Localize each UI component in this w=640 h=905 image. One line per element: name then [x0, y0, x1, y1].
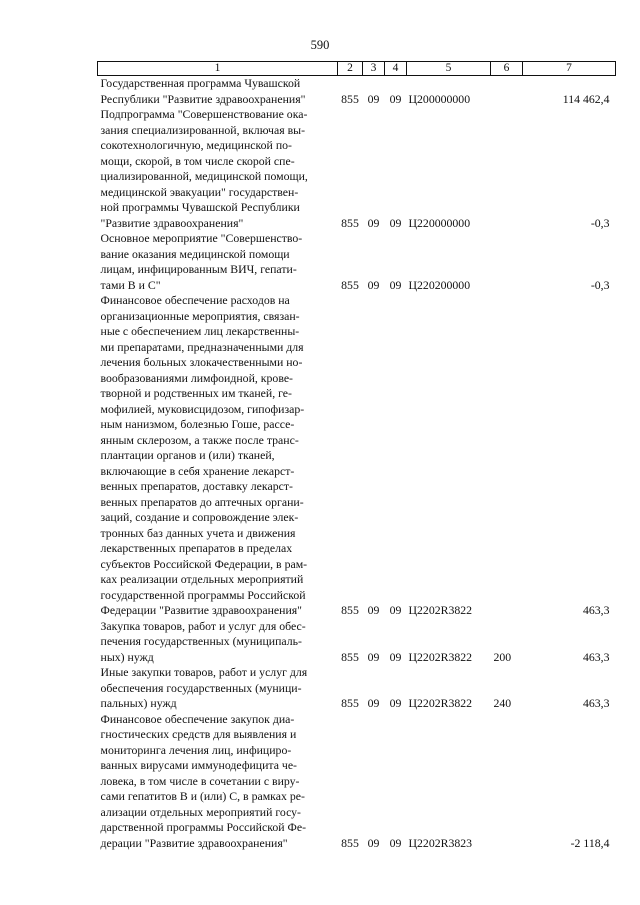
table-body	[98, 76, 616, 852]
column-number-header-row	[98, 62, 616, 76]
description-line: Основное мероприятие "Совершенство-	[100, 231, 303, 245]
description-line: субъектов Российской Федерации, в рам-	[100, 556, 308, 571]
expense-type	[491, 293, 523, 619]
row-description	[98, 76, 338, 108]
description-line: зания специализированной, включая вы-	[100, 122, 306, 137]
description-line: мофилией, муковисцидозом, гипофизар-	[100, 401, 305, 416]
razdel-code: 09	[367, 835, 380, 850]
description-line: ным нанизмом, болезнью Гоше, рассе-	[100, 417, 295, 431]
description-line: ализации отдельных мероприятий госу-	[100, 804, 301, 819]
expense-type	[491, 712, 523, 852]
amount-value: 463,3	[582, 603, 610, 617]
expense-type: 240	[493, 696, 512, 710]
description-line: ках реализации отдельных мероприятий	[100, 572, 304, 586]
description-line: заций, создание и сопровождение элек-	[100, 510, 299, 524]
glava-code: 855	[341, 603, 359, 617]
amount-value: -2 118,4	[570, 835, 610, 850]
description-line: ных) нужд	[100, 649, 154, 664]
amount-value: 114 462,4	[562, 91, 610, 106]
description-line: "Развитие здравоохранения"	[100, 215, 244, 230]
table-row	[98, 231, 616, 293]
description-line: медицинской эвакуации" государствен-	[100, 184, 299, 199]
razdel-code: 09	[367, 696, 380, 710]
target-article: Ц220000000	[408, 215, 471, 230]
amount-value: -0,3	[590, 277, 610, 292]
razdel-code: 09	[367, 277, 380, 292]
expense-type	[491, 231, 523, 293]
description-line: ванных вирусами иммунодефицита че-	[100, 758, 297, 772]
page-number: 590	[310, 38, 330, 52]
target-article: Ц2202R3822	[408, 696, 473, 710]
description-line: ми препаратами, предназначенными для	[100, 339, 304, 354]
target-article: Ц2202R3822	[408, 603, 473, 617]
podrazdel-code: 09	[389, 696, 402, 710]
description-line: включающие в себя хранение лекарст-	[100, 463, 295, 478]
description-line: обеспечения государственных (муници-	[100, 680, 302, 695]
table-row	[98, 712, 616, 852]
expense-type	[491, 76, 523, 108]
description-line: Закупка товаров, работ и услуг для обес-	[100, 618, 306, 633]
column-header-7: 7	[523, 62, 616, 76]
glava-code: 855	[341, 649, 359, 664]
row-description	[98, 107, 338, 231]
description-line: дарственной программы Российской Фе-	[100, 820, 307, 834]
description-line: тронных баз данных учета и движения	[100, 525, 296, 540]
razdel-code: 09	[367, 603, 380, 617]
description-line: Республики "Развитие здравоохранения"	[100, 91, 306, 106]
amount-value: 463,3	[582, 696, 610, 710]
description-line: организационные мероприятия, связан-	[100, 308, 300, 323]
description-line: Государственная программа Чувашской	[100, 76, 301, 90]
description-line: сокотехнологичную, медицинской по-	[100, 138, 292, 152]
amount-value: 463,3	[582, 649, 610, 664]
description-line: творной и родственных им тканей, ге-	[100, 386, 292, 400]
description-line: вание оказания медицинской помощи	[100, 246, 290, 261]
description-line: ной программы Чувашской Республики	[100, 200, 300, 214]
description-line: мощи, скорой, в том числе скорой спе-	[100, 153, 295, 168]
description-line: Подпрограмма "Совершенствование ока-	[100, 107, 308, 121]
table-row	[98, 107, 616, 231]
glava-code: 855	[341, 835, 359, 850]
podrazdel-code: 09	[389, 215, 402, 230]
description-line: пальных) нужд	[100, 696, 177, 710]
description-line: государственной программы Российской	[100, 587, 306, 602]
column-header-4: 4	[385, 62, 407, 76]
glava-code: 855	[341, 91, 359, 106]
razdel-code: 09	[367, 215, 380, 230]
glava-code: 855	[341, 215, 359, 230]
target-article: Ц220200000	[408, 277, 471, 292]
glava-code: 855	[341, 696, 359, 710]
description-line: лечения больных злокачественными но-	[100, 355, 303, 369]
glava-code: 855	[341, 277, 359, 292]
description-line: мониторинга лечения лиц, инфициро-	[100, 742, 292, 757]
description-line: Финансовое обеспечение закупок диа-	[100, 711, 295, 726]
target-article: Ц2202R3822	[408, 649, 473, 664]
column-header-1: 1	[98, 62, 338, 76]
description-line: лицам, инфицированным ВИЧ, гепати-	[100, 262, 297, 276]
amount-value: -0,3	[590, 215, 610, 230]
description-line: циализированной, медицинской помощи,	[100, 169, 308, 183]
description-line: ные с обеспечением лиц лекарственны-	[100, 324, 300, 338]
row-description	[98, 712, 338, 852]
description-line: дерации "Развитие здравоохранения"	[100, 835, 288, 850]
target-article: Ц2202R3823	[408, 835, 473, 850]
description-line: тами В и С"	[100, 277, 161, 292]
column-header-6: 6	[491, 62, 523, 76]
description-line: венных препаратов, доставку лекарст-	[100, 479, 293, 493]
row-description	[98, 619, 338, 666]
row-description	[98, 665, 338, 712]
description-line: сами гепатитов В и (или) С, в рамках ре-	[100, 789, 305, 803]
column-header-2: 2	[338, 62, 363, 76]
description-line: гностических средств для выявления и	[100, 727, 297, 741]
razdel-code: 09	[367, 91, 380, 106]
podrazdel-code: 09	[389, 835, 402, 850]
expense-type: 200	[493, 649, 512, 664]
description-line: Федерации "Развитие здравоохранения"	[100, 603, 302, 617]
budget-table	[97, 61, 616, 851]
description-line: вообразованиями лимфоидной, крове-	[100, 370, 293, 385]
row-description	[98, 231, 338, 293]
table-row	[98, 665, 616, 712]
column-header-5: 5	[407, 62, 491, 76]
description-line: янным склерозом, а также после транс-	[100, 432, 299, 447]
razdel-code: 09	[367, 649, 380, 664]
table-row	[98, 293, 616, 619]
description-line: плантации органов и (или) тканей,	[100, 448, 275, 462]
expense-type	[491, 107, 523, 231]
row-description	[98, 293, 338, 619]
podrazdel-code: 09	[389, 91, 402, 106]
podrazdel-code: 09	[389, 603, 402, 617]
column-header-3: 3	[363, 62, 385, 76]
description-line: Иные закупки товаров, работ и услуг для	[100, 665, 308, 679]
description-line: печения государственных (муниципаль-	[100, 634, 302, 648]
description-line: ловека, в том числе в сочетании с виру-	[100, 773, 300, 788]
description-line: Финансовое обеспечение расходов на	[100, 293, 290, 307]
table-row	[98, 619, 616, 666]
podrazdel-code: 09	[389, 649, 402, 664]
podrazdel-code: 09	[389, 277, 402, 292]
target-article: Ц200000000	[408, 91, 471, 106]
description-line: венных препаратов до аптечных органи-	[100, 494, 304, 509]
table-row	[98, 76, 616, 108]
description-line: лекарственных препаратов в пределах	[100, 541, 293, 555]
